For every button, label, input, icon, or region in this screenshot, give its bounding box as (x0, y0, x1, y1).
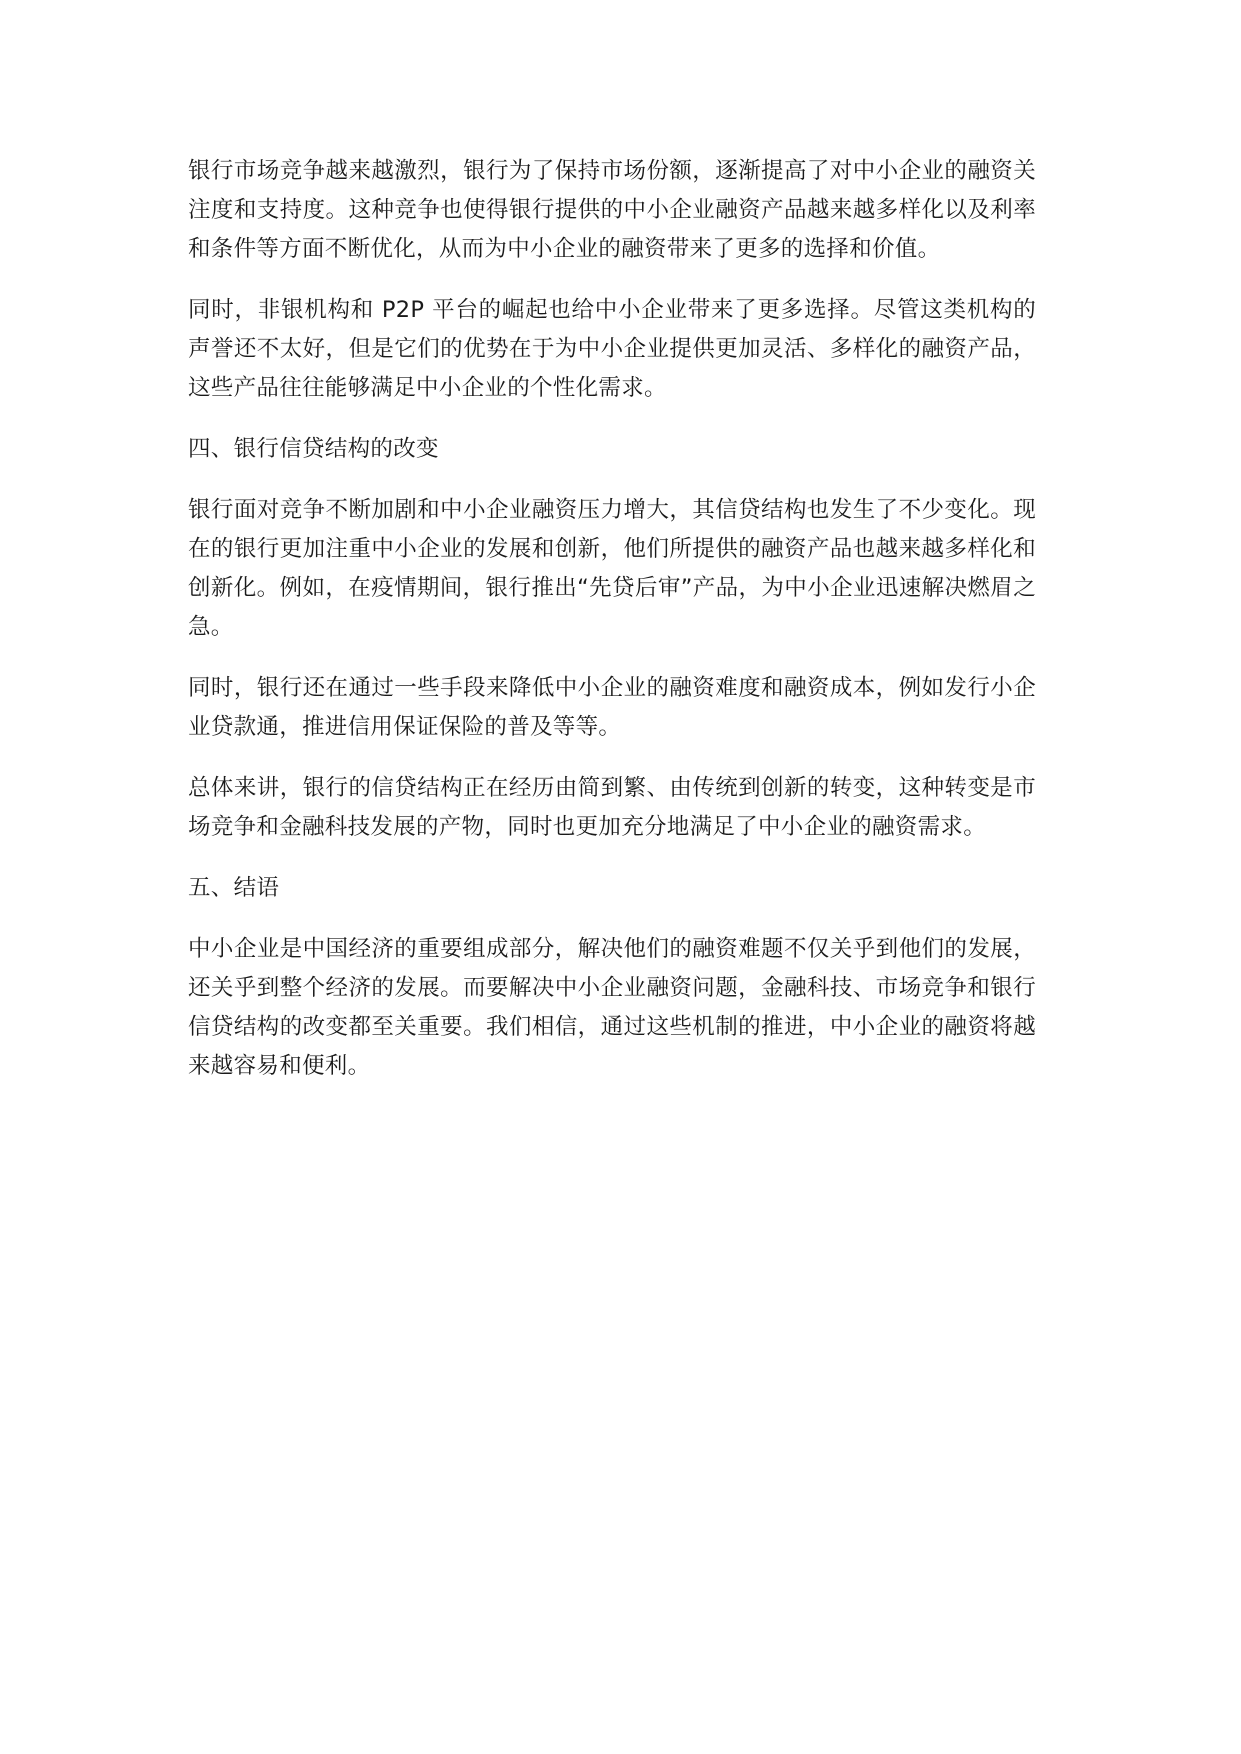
paragraph-summary-transformation: 总体来讲，银行的信贷结构正在经历由简到繁、由传统到创新的转变，这种转变是市场竞争和金融科技发展的产物，同时也更加充分地满足了中小企业的融资需求。 (188, 775, 1036, 840)
paragraph-bank-competition: 银行市场竞争越来越激烈，银行为了保持市场份额，逐渐提高了对中小企业的融资关注度和支持度。这种竞争也使得银行提供的中小企业融资产品越来越多样化以及利率和条件等方面不断优化，从而为中小企业的融资带来了更多的选择和价值。 (188, 158, 1036, 262)
section-heading-5: 五、结语 (188, 875, 280, 901)
paragraph-lower-financing-cost: 同时，银行还在通过一些手段来降低中小企业的融资难度和融资成本，例如发行小企业贷款通，推进信用保证保险的普及等等。 (188, 675, 1036, 740)
paragraph-nonbank-p2p: 同时，非银机构和 P2P 平台的崛起也给中小企业带来了更多选择。尽管这类机构的声誉还不太好，但是它们的优势在于为中小企业提供更加灵活、多样化的融资产品，这些产品往往能够满足中小企业的个性化需求。 (188, 297, 1036, 401)
document-body (188, 152, 1036, 1108)
paragraph-conclusion: 中小企业是中国经济的重要组成部分，解决他们的融资难题不仅关乎到他们的发展，还关乎到整个经济的发展。而要解决中小企业融资问题，金融科技、市场竞争和银行信贷结构的改变都至关重要。我们相信，通过这些机制的推进，中小企业的融资将越来越容易和便利。 (188, 936, 1036, 1079)
section-heading-4: 四、银行信贷结构的改变 (188, 436, 439, 462)
paragraph-credit-structure-change: 银行面对竞争不断加剧和中小企业融资压力增大，其信贷结构也发生了不少变化。现在的银行更加注重中小企业的发展和创新，他们所提供的融资产品也越来越多样化和创新化。例如，在疫情期间，银行推出“先贷后审”产品，为中小企业迅速解决燃眉之急。 (188, 497, 1036, 640)
